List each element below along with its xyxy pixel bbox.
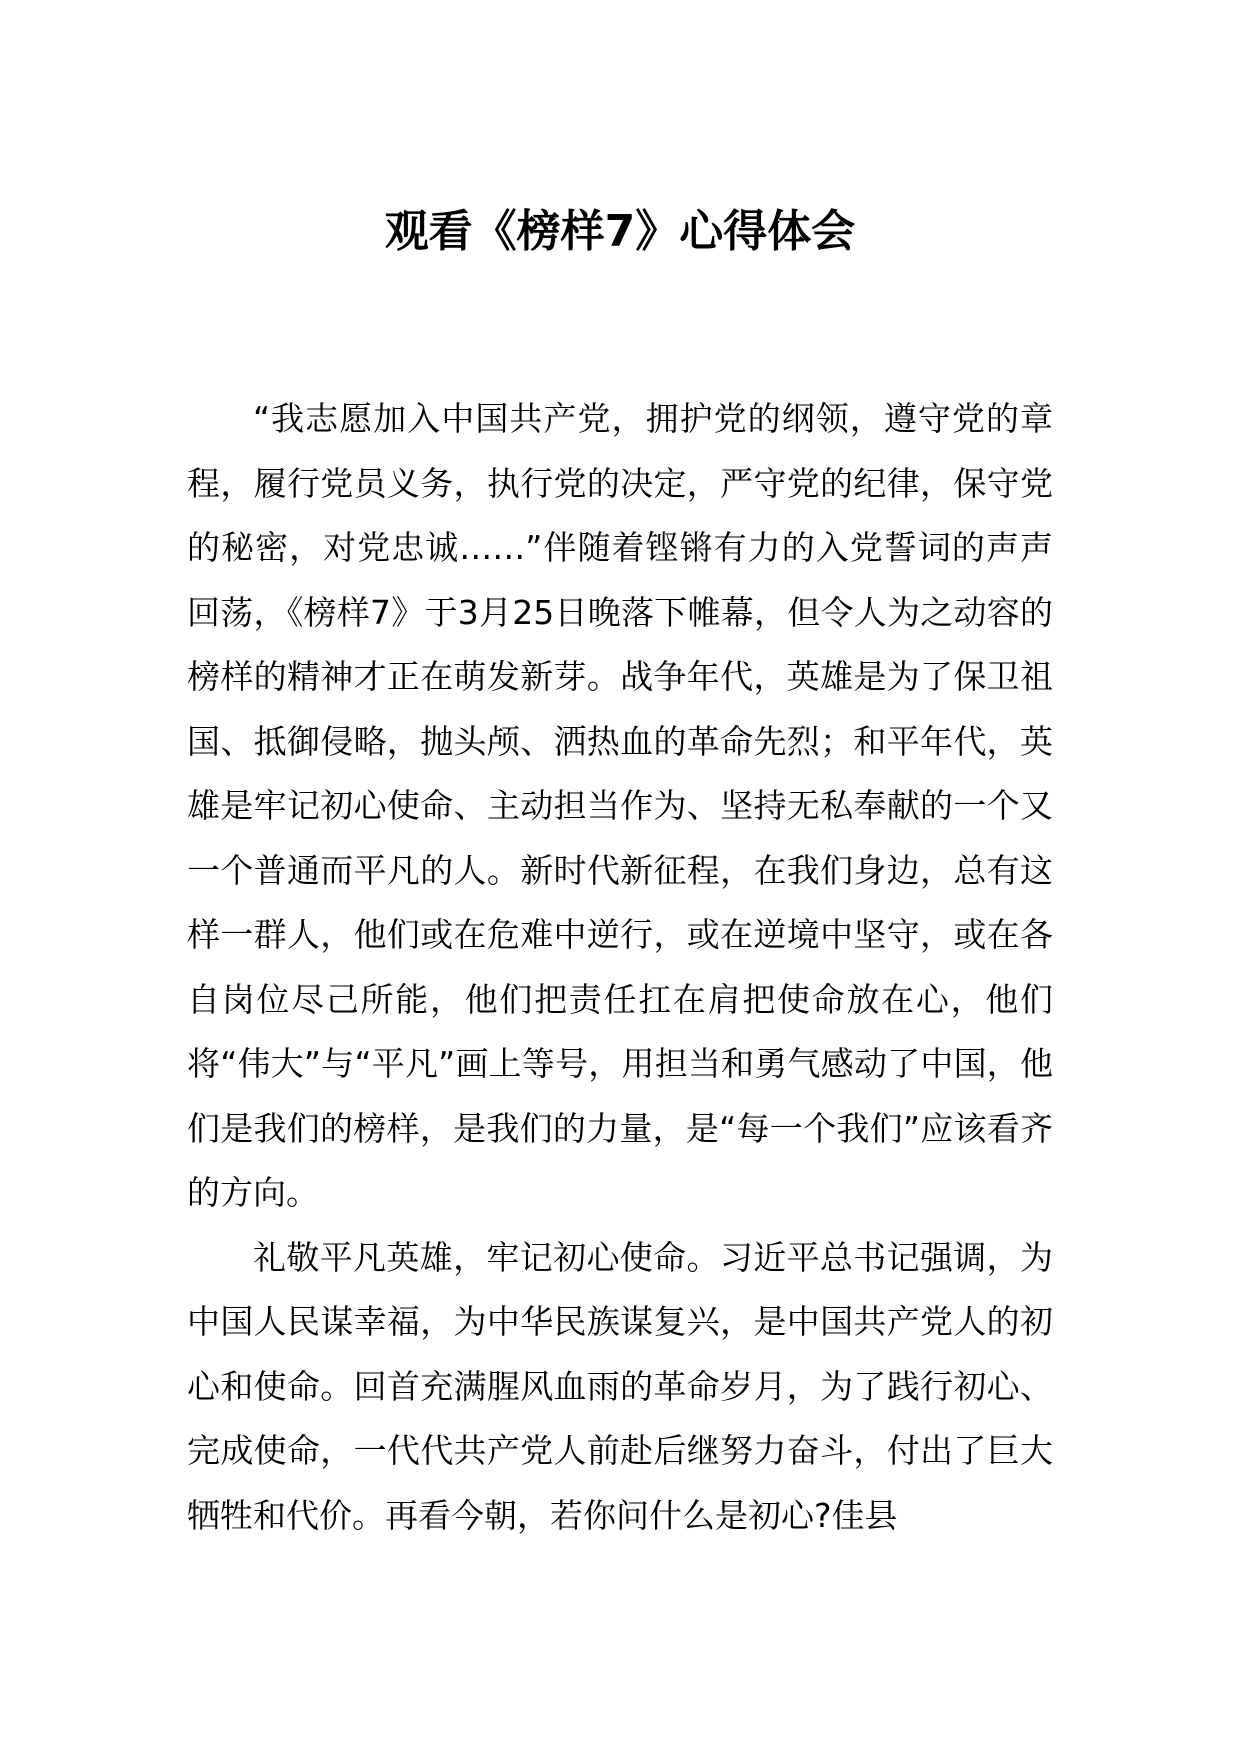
paragraph-1: “我志愿加入中国共产党，拥护党的纲领，遵守党的章程，履行党员义务，执行党的决定，严守党的纪律，保守党的秘密，对党忠诚……”伴随着铿锵有力的入党誓词的声声回荡，《榜样7》于3月25日晚落下帷幕，但令人为之动容的榜样的精神才正在萌发新芽。战争年代，英雄是为了保卫祖国、抵御侵略，抛头颅、洒热血的革命先烈；和平年代，英雄是牢记初心使命、主动担当作为、坚持无私奉献的一个又一个普通而平凡的人。新时代新征程，在我们身边，总有这样一群人，他们或在危难中逆行，或在逆境中坚守，或在各自岗位尽己所能，他们把责任扛在肩把使命放在心，他们将“伟大”与“平凡”画上等号，用担当和勇气感动了中国，他们是我们的榜样，是我们的力量，是“每一个我们”应该看齐的方向。 xyxy=(187,399,1053,1212)
document-title: 观看《榜样7》心得体会 xyxy=(384,206,856,257)
document-body xyxy=(187,387,1053,1548)
paragraph-2: 礼敬平凡英雄，牢记初心使命。习近平总书记强调，为中国人民谋幸福，为中华民族谋复兴，是中国共产党人的初心和使命。回首充满腥风血雨的革命岁月，为了践行初心、完成使命，一代代共产党人前赴后继努力奋斗，付出了巨大牺牲和代价。再看今朝，若你问什么是初心?佳县 xyxy=(187,1237,1053,1535)
